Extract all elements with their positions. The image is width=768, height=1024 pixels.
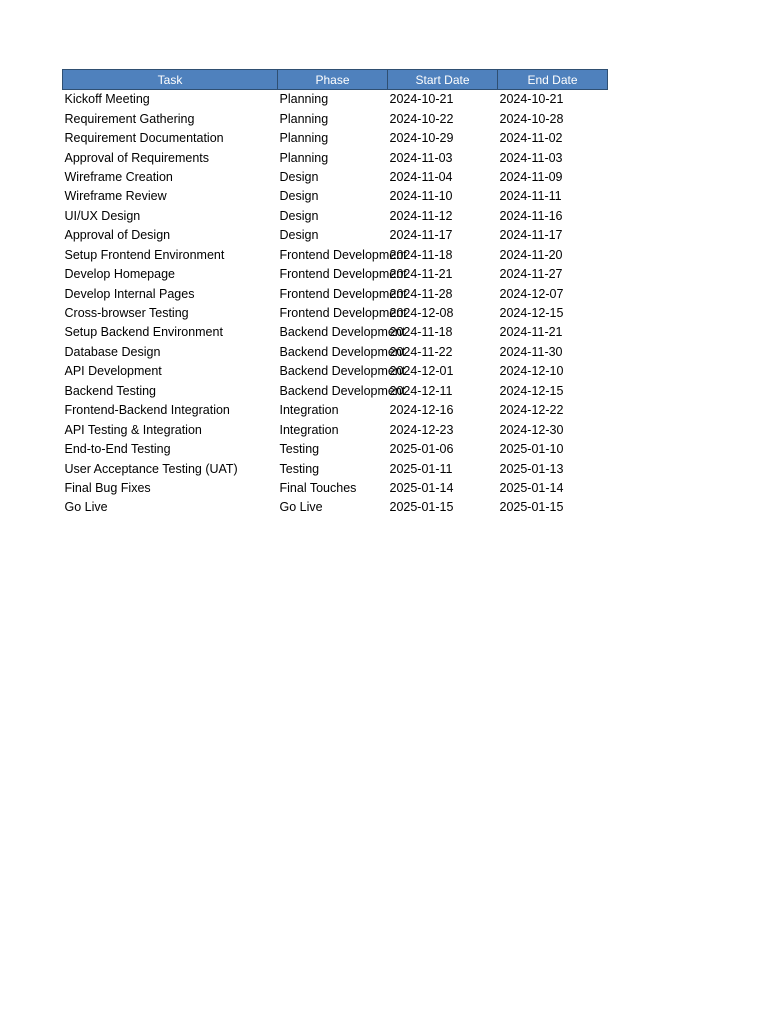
cell-phase: Testing — [279, 442, 320, 457]
cell-start-date: 2024-11-28 — [389, 286, 453, 301]
cell-end-date: 2024-10-28 — [499, 111, 564, 126]
table-row — [63, 187, 608, 206]
table-row — [63, 401, 608, 420]
table-row — [63, 265, 608, 284]
cell-end-date: 2025-01-10 — [499, 442, 564, 457]
table-row — [63, 207, 608, 226]
cell-phase: Design — [279, 208, 319, 223]
cell-phase: Frontend Development — [279, 286, 407, 301]
cell-phase: Final Touches — [279, 480, 357, 495]
cell-task: API Development — [64, 364, 162, 379]
table-row — [63, 246, 608, 265]
cell-end-date: 2024-11-09 — [499, 169, 563, 184]
table-row — [63, 420, 608, 439]
spreadsheet-page — [62, 69, 607, 518]
cell-start-date: 2024-10-22 — [389, 111, 454, 126]
header-row — [63, 70, 608, 90]
cell-end-date: 2025-01-14 — [499, 480, 564, 495]
cell-end-date: 2024-11-20 — [499, 247, 563, 262]
table-row — [63, 498, 608, 517]
cell-task: Cross-browser Testing — [64, 306, 189, 321]
cell-start-date: 2024-12-01 — [389, 364, 454, 379]
table-row — [63, 459, 608, 478]
cell-end-date: 2024-11-27 — [499, 267, 563, 282]
cell-task: API Testing & Integration — [64, 422, 202, 437]
cell-start-date: 2025-01-06 — [389, 442, 454, 457]
cell-start-date: 2024-11-10 — [389, 189, 453, 204]
table-row — [63, 284, 608, 303]
table-row — [63, 440, 608, 459]
cell-start-date: 2024-11-03 — [389, 150, 453, 165]
table-row — [63, 129, 608, 148]
cell-phase: Design — [279, 189, 319, 204]
table-row — [63, 109, 608, 128]
cell-phase: Backend Development — [279, 325, 406, 340]
cell-start-date: 2025-01-15 — [389, 500, 454, 515]
cell-start-date: 2025-01-14 — [389, 480, 454, 495]
table-row — [63, 343, 608, 362]
table-row — [63, 90, 608, 110]
table-row — [63, 479, 608, 498]
cell-phase: Design — [279, 169, 319, 184]
cell-end-date: 2024-11-11 — [499, 189, 562, 204]
cell-task: User Acceptance Testing (UAT) — [64, 461, 238, 476]
cell-start-date: 2024-10-21 — [389, 92, 454, 107]
cell-task: Setup Backend Environment — [64, 325, 223, 340]
header-task: Task — [63, 70, 278, 90]
cell-task: Final Bug Fixes — [64, 480, 151, 495]
cell-phase: Backend Development — [279, 344, 406, 359]
cell-end-date: 2024-11-03 — [499, 150, 563, 165]
cell-phase: Design — [279, 228, 319, 243]
cell-end-date: 2024-12-22 — [499, 403, 564, 418]
cell-phase: Integration — [279, 403, 339, 418]
cell-end-date: 2025-01-13 — [499, 461, 564, 476]
cell-start-date: 2024-11-17 — [389, 228, 453, 243]
table-row — [63, 323, 608, 342]
cell-start-date: 2024-12-11 — [389, 383, 453, 398]
cell-phase: Planning — [279, 92, 329, 107]
cell-end-date: 2024-12-07 — [499, 286, 564, 301]
cell-phase: Backend Development — [279, 364, 406, 379]
cell-start-date: 2024-10-29 — [389, 131, 454, 146]
cell-phase: Frontend Development — [279, 267, 407, 282]
table-row — [63, 226, 608, 245]
cell-end-date: 2024-12-10 — [499, 364, 564, 379]
cell-task: Backend Testing — [64, 383, 156, 398]
cell-task: Kickoff Meeting — [64, 92, 150, 107]
cell-end-date: 2024-11-17 — [499, 228, 563, 243]
cell-task: Go Live — [64, 500, 108, 515]
cell-start-date: 2024-11-22 — [389, 344, 453, 359]
header-phase: Phase — [278, 70, 388, 90]
cell-phase: Frontend Development — [279, 247, 407, 262]
cell-start-date: 2025-01-11 — [389, 461, 453, 476]
header-end-date: End Date — [498, 70, 608, 90]
cell-end-date: 2024-11-02 — [499, 131, 563, 146]
cell-end-date: 2024-11-30 — [499, 344, 563, 359]
table-row — [63, 168, 608, 187]
cell-phase: Frontend Development — [279, 306, 407, 321]
cell-end-date: 2024-12-15 — [499, 306, 564, 321]
cell-task: Approval of Design — [64, 228, 171, 243]
cell-end-date: 2025-01-15 — [499, 500, 564, 515]
table-header — [63, 70, 608, 90]
cell-task: Setup Frontend Environment — [64, 247, 225, 262]
cell-phase: Testing — [279, 461, 320, 476]
cell-end-date: 2024-12-30 — [499, 422, 564, 437]
header-start-date: Start Date — [388, 70, 498, 90]
cell-task: Database Design — [64, 344, 161, 359]
cell-task: UI/UX Design — [64, 208, 141, 223]
table-row — [63, 382, 608, 401]
table-row — [63, 362, 608, 381]
cell-start-date: 2024-12-16 — [389, 403, 454, 418]
cell-task: Frontend-Backend Integration — [64, 403, 230, 418]
cell-task: Requirement Documentation — [64, 131, 224, 146]
cell-end-date: 2024-12-15 — [499, 383, 564, 398]
cell-phase: Integration — [279, 422, 339, 437]
cell-phase: Planning — [279, 111, 329, 126]
cell-start-date: 2024-11-12 — [389, 208, 453, 223]
cell-task: Approval of Requirements — [64, 150, 210, 165]
cell-phase: Planning — [279, 150, 329, 165]
cell-start-date: 2024-11-18 — [389, 247, 453, 262]
cell-end-date: 2024-11-21 — [499, 325, 563, 340]
cell-start-date: 2024-11-04 — [389, 169, 453, 184]
cell-start-date: 2024-11-21 — [389, 267, 453, 282]
cell-start-date: 2024-12-08 — [389, 306, 454, 321]
table-body — [63, 90, 608, 518]
table-row — [63, 304, 608, 323]
cell-end-date: 2024-11-16 — [499, 208, 563, 223]
cell-phase: Backend Development — [279, 383, 406, 398]
cell-task: Requirement Gathering — [64, 111, 195, 126]
cell-end-date: 2024-10-21 — [499, 92, 564, 107]
cell-task: Wireframe Creation — [64, 169, 173, 184]
cell-task: Wireframe Review — [64, 189, 167, 204]
cell-task: Develop Homepage — [64, 267, 175, 282]
task-schedule-table — [62, 69, 608, 518]
table-row — [63, 148, 608, 167]
cell-task: Develop Internal Pages — [64, 286, 195, 301]
cell-task: End-to-End Testing — [64, 442, 171, 457]
cell-phase: Go Live — [279, 500, 323, 515]
cell-start-date: 2024-11-18 — [389, 325, 453, 340]
cell-phase: Planning — [279, 131, 329, 146]
cell-start-date: 2024-12-23 — [389, 422, 454, 437]
